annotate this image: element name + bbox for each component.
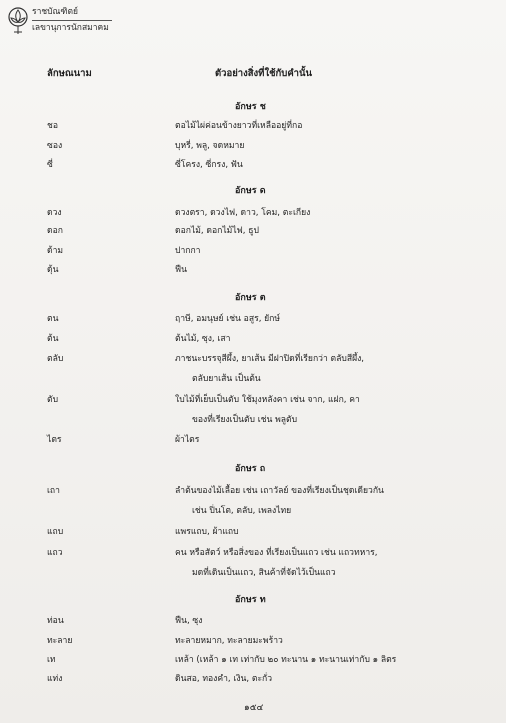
entry-text: ทะลายหมาก, ทะลายมะพร้าว [175, 636, 283, 646]
logo-divider [32, 20, 112, 21]
entry-word: แถบ [47, 527, 64, 537]
entry-word: ท่อน [47, 616, 64, 626]
entry-text: ดวงตรา, ดวงไฟ, ดาว, โคม, ตะเกียง [175, 208, 311, 218]
entry-text: ต้นไม้, ซุง, เสา [175, 334, 231, 344]
entry-text-cont: ของที่เรียงเป็นตับ เช่น พลูตับ [192, 415, 298, 425]
entry-word: ทะลาย [47, 636, 73, 646]
entry-text: ฟืน, ซุง [175, 616, 203, 626]
entry-text: ซี่โครง, ซี่กรง, ฟัน [175, 160, 243, 170]
section-heading: อักษร ช [235, 102, 266, 112]
entry-text: ปากกา [175, 246, 201, 256]
logo-line-2: เลขานุการนักสมาคม [32, 23, 109, 33]
entry-text: แพรแถบ, ผ้าแถบ [175, 527, 239, 537]
section-heading: อักษร ต [235, 293, 266, 303]
entry-word: ดุ้น [47, 265, 59, 275]
entry-text: ผ้าไตร [175, 435, 200, 445]
entry-text: ลำต้นของไม้เลื้อย เช่น เถาวัลย์ ของที่เรียงเป็นชุดเดียวกัน [175, 486, 384, 496]
entry-word: แท่ง [47, 674, 63, 684]
lotus-emblem-icon [6, 6, 30, 36]
column-header-classifier: ลักษณนาม [47, 68, 92, 79]
logo [6, 6, 112, 36]
entry-word: ตับ [47, 395, 59, 405]
entry-text: เหล้า (เหล้า ๑ เท เท่ากับ ๒๐ ทะนาน ๑ ทะนานเท่ากับ ๑ ลิตร [175, 655, 397, 665]
entry-word: ตลับ [47, 354, 64, 364]
entry-word: ดวง [47, 208, 62, 218]
page-number: ๑๕๔ [244, 703, 264, 713]
entry-word: ไตร [47, 435, 62, 445]
entry-text: ดอกไม้, ดอกไม้ไฟ, ธูป [175, 226, 259, 236]
entry-text: ใบไม้ที่เย็บเป็นตับ ใช้มุงหลังคา เช่น จาก, แฝก, คา [175, 395, 360, 405]
column-header-examples: ตัวอย่างสิ่งที่ใช้กับคำนั้น [215, 68, 312, 79]
entry-word: ชอ [47, 121, 58, 131]
entry-text-cont: มดที่เดินเป็นแถว, สินค้าที่จัดไว้เป็นแถว [192, 568, 336, 578]
entry-text: ฤาษี, อมนุษย์ เช่น อสูร, ยักษ์ [175, 314, 281, 324]
entry-word: ต้น [47, 334, 59, 344]
entry-word: ดอก [47, 226, 63, 236]
section-heading: อักษร ด [235, 186, 266, 196]
entry-text: บุหรี่, พลู, จดหมาย [175, 141, 245, 151]
entry-word: เท [47, 655, 56, 665]
entry-text: ฟืน [175, 265, 187, 275]
entry-text-cont: ตลับยาเส้น เป็นต้น [192, 374, 261, 384]
entry-text: ดินสอ, ทองคำ, เงิน, ตะกั่ว [175, 674, 273, 684]
entry-text: คน หรือสัตว์ หรือสิ่งของ ที่เรียงเป็นแถว เช่น แถวทหาร, [175, 548, 378, 558]
entry-word: แถว [47, 548, 63, 558]
entry-word: ซี่ [47, 160, 53, 170]
section-heading: อักษร ท [235, 595, 266, 605]
entry-text: ภาชนะบรรจุสีผึ้ง, ยาเส้น มีฝาปิดที่เรียกว่า ตลับสีผึ้ง, [175, 354, 365, 364]
entry-word: ซอง [47, 141, 63, 151]
entry-word: ตน [47, 314, 59, 324]
logo-line-1: ราชบัณฑิตย์ [32, 7, 78, 17]
entry-text-cont: เช่น ปิ่นโต, ตลับ, เพลงไทย [192, 506, 292, 516]
section-heading: อักษร ถ [235, 464, 266, 474]
entry-word: ด้าม [47, 246, 64, 256]
entry-word: เถา [47, 486, 60, 496]
entry-text: ตอไม้ไผ่ค่อนข้างยาวที่เหลืออยู่ที่กอ [175, 121, 303, 131]
